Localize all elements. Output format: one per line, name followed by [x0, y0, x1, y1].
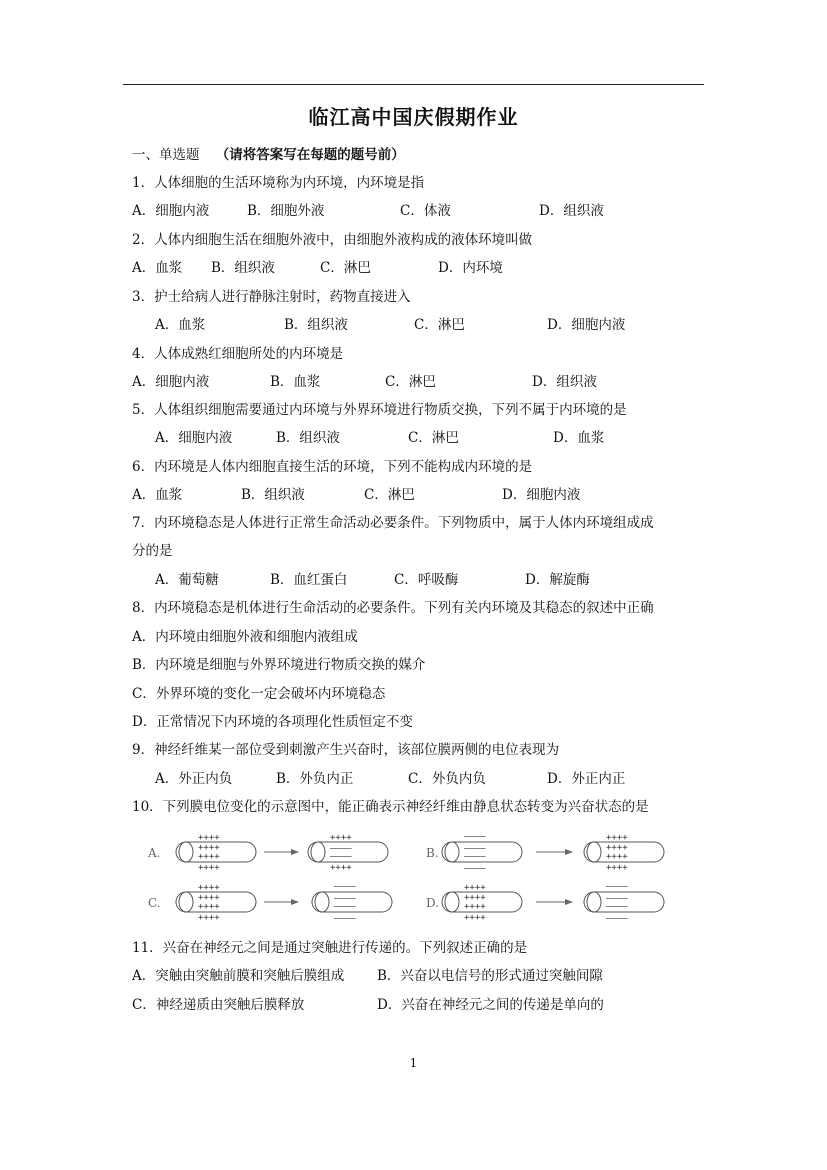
fiber-b-after [584, 833, 664, 873]
figure-label-c: C. [148, 896, 161, 910]
svg-text:––––: –––– [606, 894, 628, 904]
fiber-b-before [442, 832, 522, 874]
q11-option-c: C．神经递质由突触后膜释放 [132, 997, 305, 1013]
svg-text:––––: –––– [606, 902, 628, 912]
svg-text:––––: –––– [330, 844, 352, 854]
question-3: 3．护士给病人进行静脉注射时，药物直接进入 [132, 289, 411, 305]
q8-option-d: D．正常情况下内环境的各项理化性质恒定不变 [132, 714, 413, 730]
figure-label-b: B. [426, 846, 439, 860]
q8-option-b: B．内环境是细胞与外界环境进行物质交换的媒介 [132, 657, 426, 673]
svg-text:++++: ++++ [330, 863, 352, 873]
figure-label-d: D. [426, 896, 440, 910]
q5-option-b: B．组织液 [276, 430, 340, 446]
q2-option-c: C．淋巴 [320, 260, 371, 276]
page-title: 临江高中国庆假期作业 [308, 105, 519, 129]
svg-text:––––: –––– [334, 894, 356, 904]
section-note: （请将答案写在每题的题号前） [215, 147, 405, 163]
svg-text:++++: ++++ [198, 863, 220, 873]
q9-option-b: B．外负内正 [276, 771, 354, 787]
question-1: 1．人体细胞的生活环境称为内环境，内环境是指 [132, 175, 425, 191]
membrane-potential-figure [140, 826, 680, 922]
svg-text:––––: –––– [464, 832, 486, 842]
fiber-c-before [176, 883, 256, 922]
q5-option-c: C．淋巴 [408, 430, 459, 446]
svg-text:––––: –––– [334, 902, 356, 912]
q6-option-d: D．细胞内液 [502, 487, 581, 503]
question-7: 7．内环境稳态是人体进行正常生命活动必要条件。下列物质中，属于人体内环境组成成 [132, 515, 654, 531]
question-4: 4．人体成熟红细胞所处的内环境是 [132, 346, 344, 362]
question-2: 2．人体内细胞生活在细胞外液中，由细胞外液构成的液体环境叫做 [132, 232, 533, 248]
question-11: 11．兴奋在神经元之间是通过突触进行传递的。下列叙述正确的是 [132, 940, 528, 956]
svg-text:++++: ++++ [198, 843, 220, 853]
svg-text:++++: ++++ [330, 833, 352, 843]
svg-text:++++: ++++ [198, 902, 220, 912]
figure-label-a: A. [148, 846, 161, 860]
svg-text:++++: ++++ [606, 843, 628, 853]
q11-option-b: B．兴奋以电信号的形式通过突触间隙 [377, 968, 603, 984]
question-9: 9．神经纤维某一部位受到刺激产生兴奋时，该部位膜两侧的电位表现为 [132, 742, 560, 758]
q7-option-c: C．呼吸酶 [394, 572, 459, 588]
q8-option-a: A．内环境由细胞外液和细胞内液组成 [132, 629, 358, 645]
svg-text:––––: –––– [334, 914, 356, 922]
q3-option-c: C．淋巴 [414, 317, 465, 333]
fiber-c-after [312, 882, 392, 922]
svg-text:––––: –––– [464, 852, 486, 862]
q11-option-d: D．兴奋在神经元之间的传递是单向的 [377, 997, 604, 1013]
q4-option-d: D．组织液 [532, 374, 597, 390]
q5-option-d: D．血浆 [553, 430, 605, 446]
section-heading [132, 143, 405, 163]
section-label: 一、单选题 [132, 147, 200, 163]
svg-text:++++: ++++ [464, 913, 486, 922]
svg-text:++++: ++++ [464, 893, 486, 903]
svg-text:++++: ++++ [464, 883, 486, 893]
q5-option-a: A．细胞内液 [155, 430, 233, 446]
q2-option-a: A．血浆 [132, 260, 183, 276]
svg-text:––––: –––– [464, 844, 486, 854]
q4-option-c: C．淋巴 [385, 374, 436, 390]
question-10: 10．下列膜电位变化的示意图中，能正确表示神经纤维由静息状态转变为兴奋状态的是 [132, 799, 649, 815]
question-5: 5．人体组织细胞需要通过内环境与外界环境进行物质交换，下列不属于内环境的是 [132, 402, 627, 418]
q2-option-b: B．组织液 [211, 260, 275, 276]
q9-option-c: C．外负内负 [408, 771, 486, 787]
page-number: 1 [409, 1056, 418, 1070]
svg-text:++++: ++++ [198, 893, 220, 903]
q1-option-b: B．细胞外液 [247, 203, 325, 219]
question-8: 8．内环境稳态是机体进行生命活动的必要条件。下列有关内环境及其稳态的叙述中正确 [132, 600, 654, 616]
svg-text:++++: ++++ [198, 913, 220, 922]
svg-text:++++: ++++ [198, 883, 220, 893]
q6-option-c: C．淋巴 [364, 487, 415, 503]
svg-text:++++: ++++ [198, 833, 220, 843]
question-7-continued: 分的是 [132, 543, 173, 559]
q4-option-b: B．血浆 [270, 374, 321, 390]
q1-option-a: A．细胞内液 [132, 203, 210, 219]
q9-option-a: A．外正内负 [155, 771, 233, 787]
q3-option-d: D．细胞内液 [547, 317, 626, 333]
svg-text:––––: –––– [464, 864, 486, 874]
svg-text:++++: ++++ [606, 863, 628, 873]
svg-text:++++: ++++ [198, 852, 220, 862]
q1-option-d: D．组织液 [539, 203, 604, 219]
q11-option-a: A．突触由突触前膜和突触后膜组成 [132, 968, 345, 984]
header-rule [123, 84, 704, 85]
q3-option-b: B．组织液 [284, 317, 348, 333]
q7-option-a: A．葡萄糖 [155, 572, 219, 588]
fiber-d-before [442, 883, 522, 922]
svg-text:++++: ++++ [464, 902, 486, 912]
svg-text:––––: –––– [606, 914, 628, 922]
q2-option-d: D．内环境 [438, 260, 503, 276]
fiber-a-after [308, 833, 388, 873]
q4-option-a: A．细胞内液 [132, 374, 210, 390]
fiber-a-before [176, 833, 256, 873]
q6-option-a: A．血浆 [132, 487, 183, 503]
question-6: 6．内环境是人体内细胞直接生活的环境，下列不能构成内环境的是 [132, 459, 533, 475]
svg-text:++++: ++++ [606, 833, 628, 843]
q7-option-b: B．血红蛋白 [270, 572, 348, 588]
q9-option-d: D．外正内正 [547, 771, 626, 787]
svg-text:++++: ++++ [606, 852, 628, 862]
q6-option-b: B．组织液 [241, 487, 305, 503]
svg-text:––––: –––– [330, 852, 352, 862]
svg-text:––––: –––– [606, 882, 628, 892]
q8-option-c: C．外界环境的变化一定会破坏内环境稳态 [132, 686, 386, 702]
q7-option-d: D．解旋酶 [525, 572, 590, 588]
q1-option-c: C．体液 [400, 203, 451, 219]
fiber-d-after [584, 882, 664, 922]
q3-option-a: A．血浆 [155, 317, 206, 333]
svg-text:––––: –––– [334, 882, 356, 892]
